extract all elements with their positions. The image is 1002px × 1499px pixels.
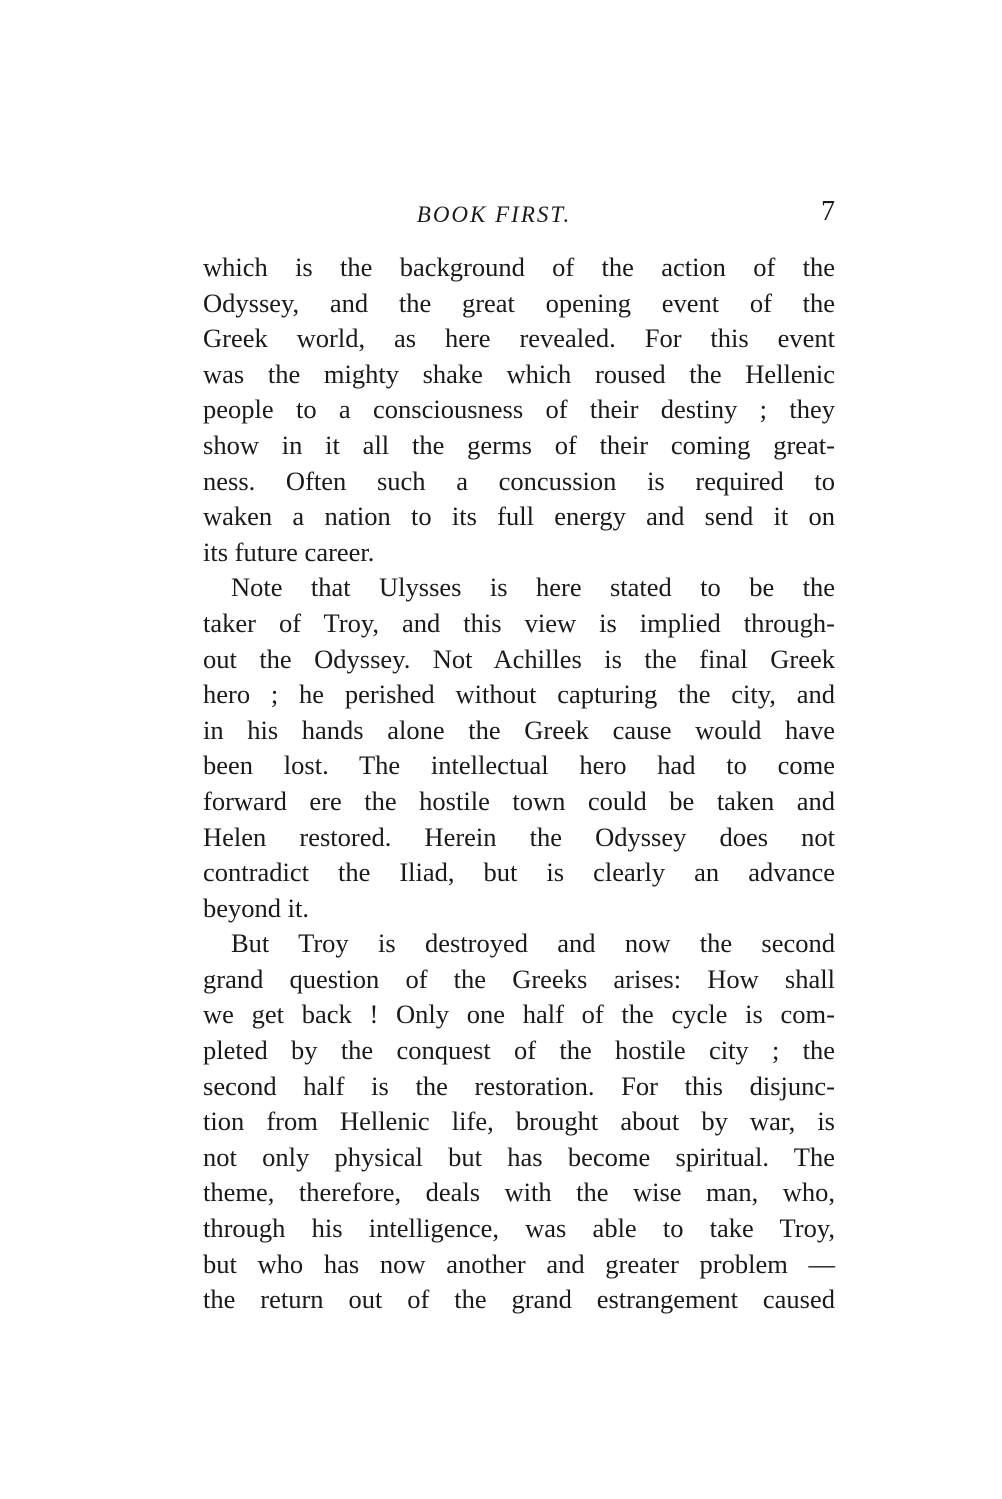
running-title: BOOK FIRST. xyxy=(416,202,572,227)
text-line: grand question of the Greeks arises: How shall xyxy=(203,963,835,994)
page-number: 7 xyxy=(821,196,835,227)
text-line: Note that Ulysses is here stated to be the xyxy=(231,572,835,603)
text-line: been lost. The intellectual hero had to come xyxy=(203,750,835,781)
text-line: not only physical but has become spiritual. The xyxy=(203,1141,835,1172)
text-line: second half is the restoration. For this disjunc- xyxy=(203,1070,835,1101)
text-line: out the Odyssey. Not Achilles is the final Greek xyxy=(203,643,835,674)
text-line: Helen restored. Herein the Odyssey does not xyxy=(203,821,835,852)
text-line: pleted by the conquest of the hostile city ; the xyxy=(203,1035,835,1066)
text-line: in his hands alone the Greek cause would have xyxy=(203,714,835,745)
text-line: people to a consciousness of their destiny ; they xyxy=(203,394,835,425)
text-line: but who has now another and greater problem — xyxy=(203,1248,835,1279)
text-line: through his intelligence, was able to take Troy, xyxy=(203,1213,835,1244)
text-line: tion from Hellenic life, brought about by war, is xyxy=(203,1106,835,1137)
text-line: ness. Often such a concussion is required to xyxy=(203,465,835,496)
text-line: waken a nation to its full energy and send it on xyxy=(203,501,835,532)
text-line: its future career. xyxy=(203,536,375,567)
text-line: Greek world, as here revealed. For this event xyxy=(203,323,835,354)
text-line: which is the background of the action of the xyxy=(203,252,835,282)
text-line: was the mighty shake which roused the Hellenic xyxy=(203,358,835,389)
text-line: we get back ! Only one half of the cycle is com- xyxy=(203,999,835,1030)
text-line: Odyssey, and the great opening event of the xyxy=(203,287,835,318)
running-head xyxy=(203,196,835,236)
text-line: the return out of the grand estrangement caused xyxy=(203,1284,835,1315)
text-line: show in it all the germs of their coming great- xyxy=(203,429,835,460)
text-line: But Troy is destroyed and now the second xyxy=(231,928,835,959)
text-line: theme, therefore, deals with the wise man, who, xyxy=(203,1177,835,1208)
text-line: hero ; he perished without capturing the city, and xyxy=(203,679,835,710)
text-line: beyond it. xyxy=(203,892,309,923)
text-line: contradict the Iliad, but is clearly an advance xyxy=(203,857,835,888)
text-line: forward ere the hostile town could be taken and xyxy=(203,785,835,816)
body-text xyxy=(203,250,835,1318)
text-line: taker of Troy, and this view is implied through- xyxy=(203,607,835,638)
